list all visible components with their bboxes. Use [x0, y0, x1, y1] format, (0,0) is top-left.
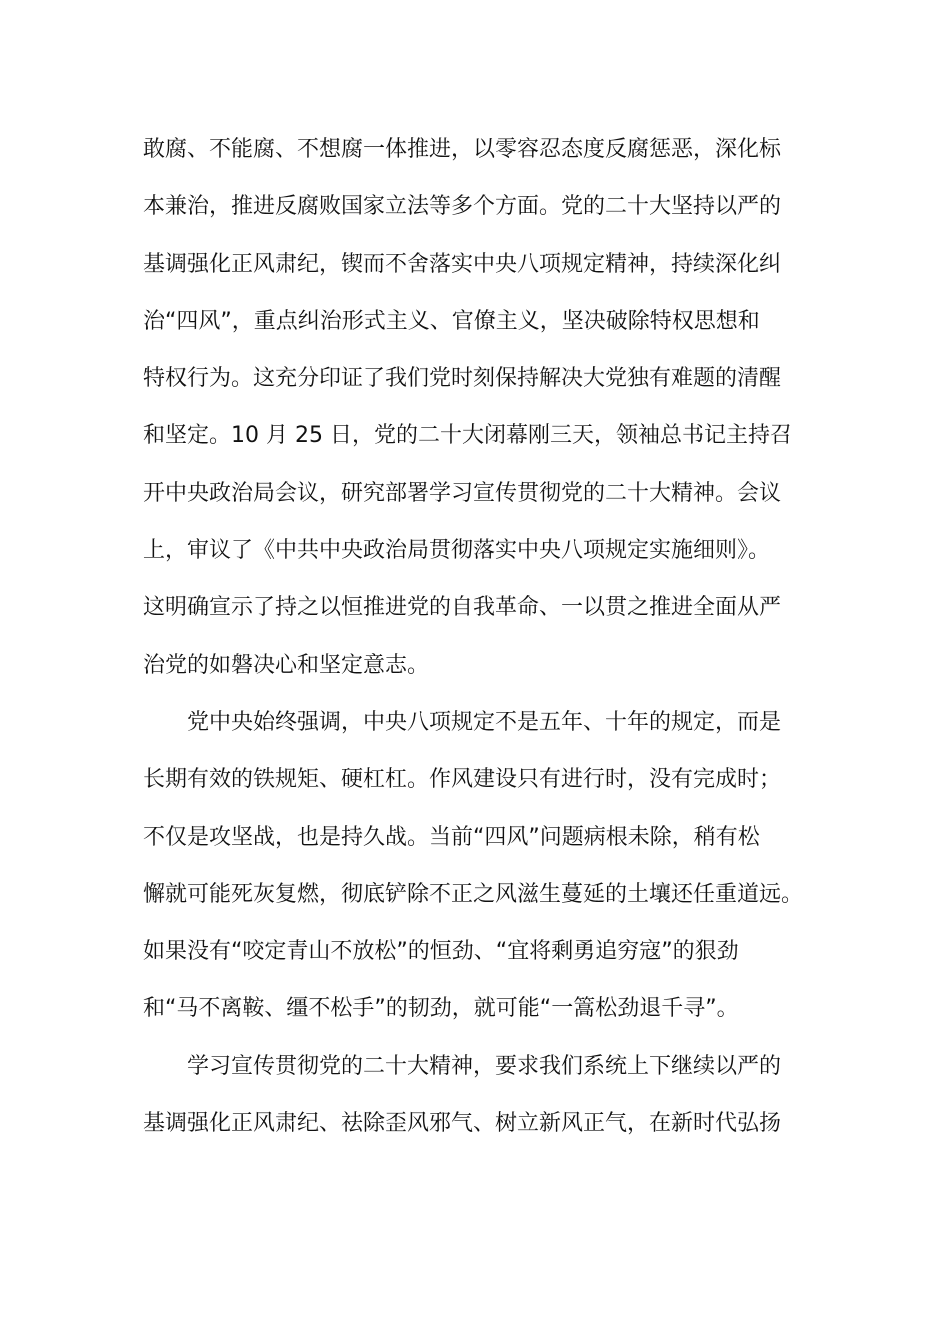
- text-line: 这明确宣示了持之以恒推进党的自我革命、一以贯之推进全面从严: [143, 595, 782, 621]
- text-line: 治“四风”，重点纠治形式主义、官僚主义，坚决破除特权思想和: [143, 308, 760, 334]
- text-line: 长期有效的铁规矩、硬杠杠。作风建设只有进行时，没有完成时；: [143, 767, 782, 793]
- document-body: [143, 131, 818, 1162]
- text-line: 懈就可能死灰复燃，彻底铲除不正之风滋生蔓延的土壤还任重道远。: [143, 881, 804, 907]
- text-line: 基调强化正风肃纪、祛除歪风邪气、树立新风正气，在新时代弘扬: [143, 1111, 782, 1137]
- text-line: 治党的如磐决心和坚定意志。: [143, 652, 430, 678]
- text-line: 如果没有“咬定青山不放松”的恒劲、“宜将剩勇追穷寇”的狠劲: [143, 939, 739, 965]
- text-line: 不仅是攻坚战，也是持久战。当前“四风”问题病根未除，稍有松: [143, 824, 760, 850]
- paragraph-1: [143, 131, 818, 685]
- text-line: 敢腐、不能腐、不想腐一体推进，以零容忍态度反腐惩恶，深化标: [143, 137, 782, 162]
- text-line: 学习宣传贯彻党的二十大精神，要求我们系统上下继续以严的: [187, 1053, 782, 1079]
- text-line: 特权行为。这充分印证了我们党时刻保持解决大党独有难题的清醒: [143, 366, 782, 392]
- text-line: 基调强化正风肃纪，锲而不舍落实中央八项规定精神，持续深化纠: [143, 251, 782, 277]
- text-line: 党中央始终强调，中央八项规定不是五年、十年的规定，而是: [187, 709, 782, 735]
- text-line: 和“马不离鞍、缰不松手”的韧劲，就可能“一篙松劲退千寻”。: [143, 996, 739, 1022]
- text-line: 上，审议了《中共中央政治局贯彻落实中央八项规定实施细则》。: [143, 538, 771, 564]
- text-line: 和坚定。10 月 25 日，党的二十大闭幕刚三天，领袖总书记主持召: [143, 423, 792, 449]
- text-line: 本兼治，推进反腐败国家立法等多个方面。党的二十大坚持以严的: [143, 194, 782, 220]
- text-line: 开中央政治局会议，研究部署学习宣传贯彻党的二十大精神。会议: [143, 480, 782, 506]
- paragraph-3: [143, 1048, 818, 1143]
- paragraph-2: [143, 704, 818, 1028]
